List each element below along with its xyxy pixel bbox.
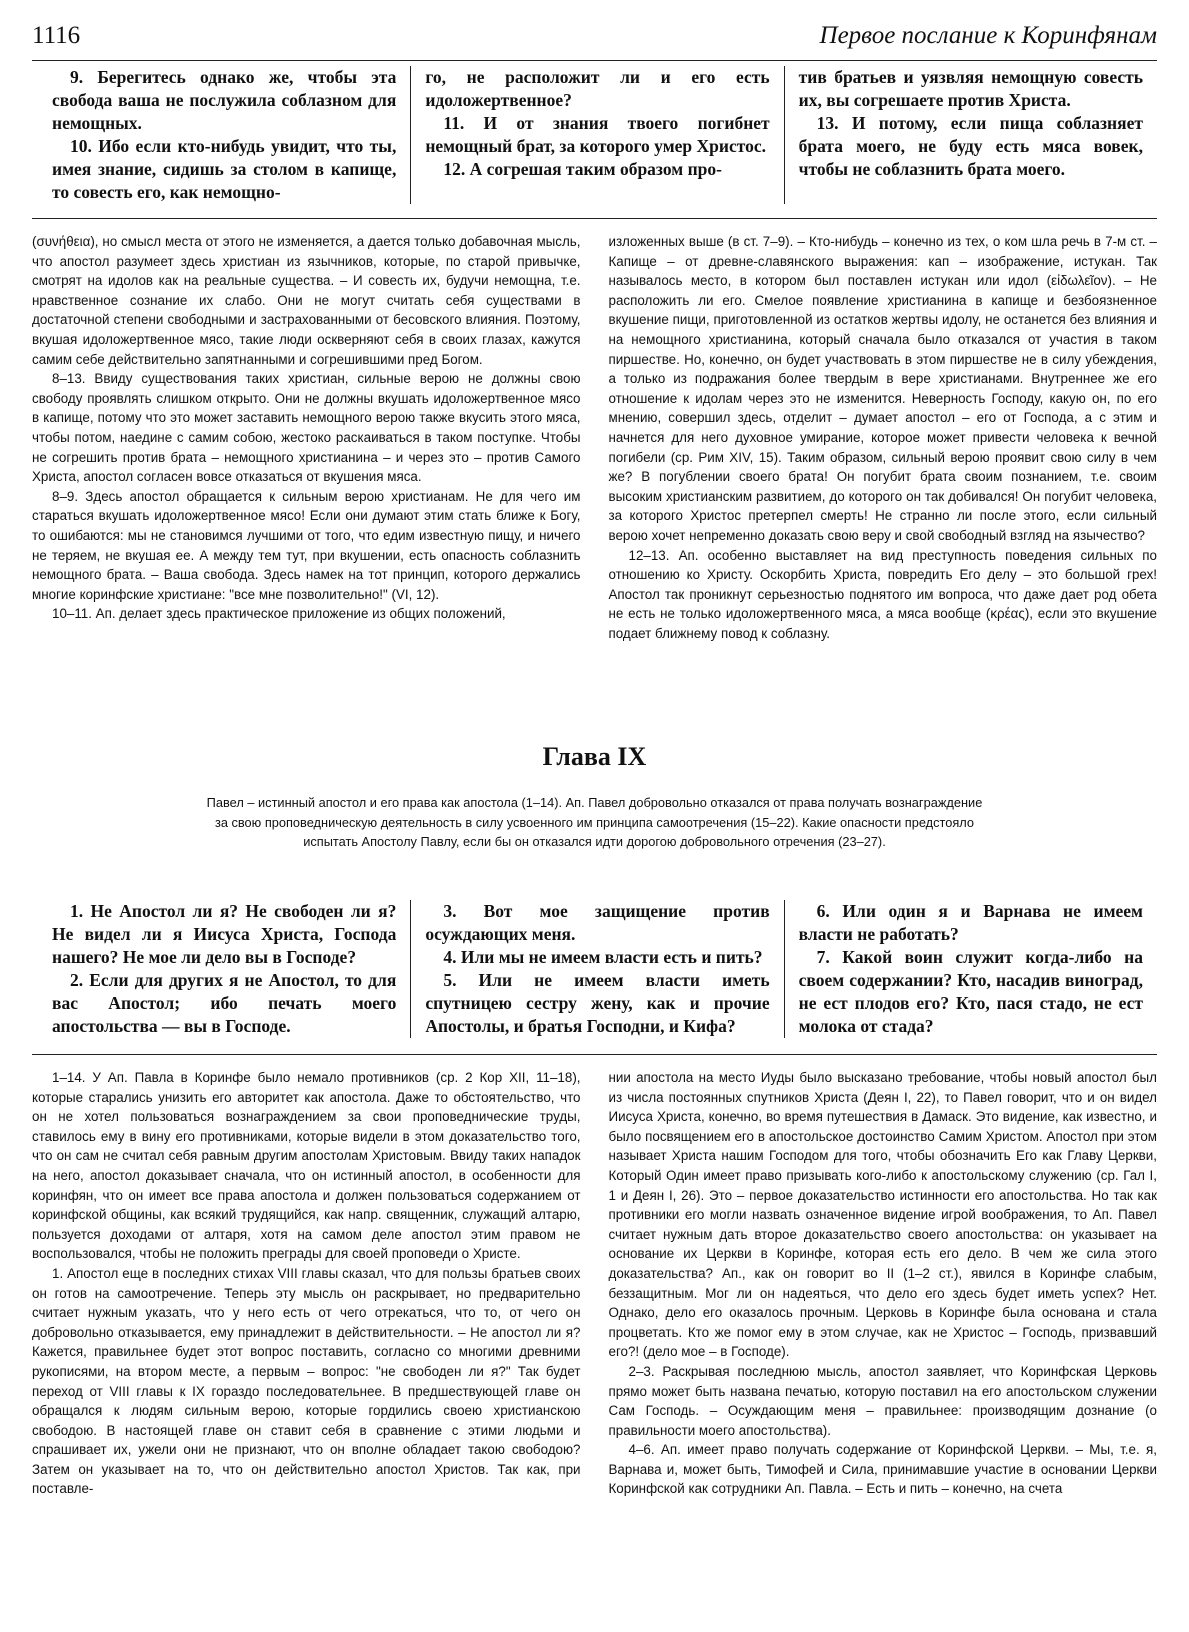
header-rule: [32, 60, 1157, 61]
commentary-column-left: [32, 232, 581, 643]
verse-12: 12. А согрешая таким образом про-: [443, 159, 722, 179]
verse-10-continued: го, не расположит ли и его есть идоложертвенное?: [425, 67, 770, 110]
verse-4: 4. Или мы не имеем власти есть и пить?: [443, 947, 763, 967]
verse-10: 10. Ибо если кто-нибудь увидит, что ты, имея знание, сидишь за столом в капище, то совесть его, как немощно-: [52, 136, 397, 202]
scripture-column-1: [32, 66, 410, 204]
commentary-paragraph: 4–6. Ап. имеет право получать содержание от Коринфской Церкви. – Мы, т.е. я, Варнава и, может быть, Тимофей и Сила, принимавшие участие в основании Церкви Коринфской как сотрудники Ап. Павла. – Есть и пить – конечно, на счета: [608, 1442, 1157, 1497]
commentary-block-bottom: [32, 1068, 1157, 1499]
verse-13: 13. И потому, если пища соблазняет брата моего, не буду есть мяса вовек, чтобы не соблазнить брата моего.: [798, 113, 1143, 179]
commentary-paragraph: 1. Апостол еще в последних стихах VIII главы сказал, что для пользы братьев своих он готов на самоотречение. Теперь эту мысль он раскрывает, но предварительно считает нужным указать, что у него есть от чего отрекаться, что то, от чего он добровольно отказывается, ему принадлежит в действительности. – Не апостол ли я? Кажется, правильнее будет этот вопрос поставить, согласно со многими древними рукописями, на втором месте, а первым – вопрос: "не свободен ли я?" Так будет переход от VIII главы к IX гораздо последовательнее. В предшествующей главе он обращался к людям сильным верою, которые гордились своею христианскою свободою. В настоящей главе он ставит себя в сравнение с этими людьми и спрашивает их, ужели они не признают, что он вполне обладает такою свободою? Затем он указывает на то, что он действительно апостол Христов. Так как, при поставле-: [32, 1265, 581, 1497]
verse-6: 6. Или один я и Варнава не имеем власти не работать?: [798, 901, 1143, 944]
commentary-paragraph: (συνήθεια), но смысл места от этого не изменяется, а дается только добавочная мысль, что апостол разумеет здесь христиан из язычников, которые, по старой привычке, смотрят на идолов как на реальные существа. – И совесть их, будучи немощна, т.е. нравственное сознание их слабо. Они не могут считать себя существами в достаточной степени свободными и застрахованными от бесовского влияния. Поэтому, вкушая идоложертвенное мясо, такие люди оскверняют себя в своих глазах, кажутся самим себе действительно запятнанными и согрешившими пред Богом.: [32, 234, 581, 367]
running-header: [32, 22, 1157, 58]
scripture-rule-top: [32, 218, 1157, 219]
verse-3: 3. Вот мое защищение против осуждающих меня.: [425, 901, 770, 944]
commentary-block-top: [32, 232, 1157, 643]
commentary-paragraph: 10–11. Ап. делает здесь практическое приложение из общих положений,: [52, 606, 506, 622]
commentary-column-right: [609, 1068, 1158, 1499]
chapter-summary: Павел – истинный апостол и его права как апостола (1–14). Ап. Павел добровольно отказался от права получать вознаграждение за свою проповедническую деятельность в силу усвоенного им принципа самоотречения (15–22). Какие опасности предстояло испытать Апостолу Павлу, если бы он отказался идти дорогою добровольного отречения (23–27).: [206, 795, 983, 849]
commentary-paragraph: 8–13. Ввиду существования таких христиан, сильные верою не должны свою свободу проявлять слишком открыто. Они не должны вкушать идоложертвенное мясо в капище, потому что это может заставить немощного верою также вкусить этого мяса, чтобы потом, наедине с самим собою, жестоко раскаиваться в таком поступке. Чтобы не согрешить против брата – немощного христианина – и через это – против Самого Христа, апостол согласен вовсе отказаться от вкушения мяса.: [32, 371, 581, 485]
verse-5: 5. Или не имеем власти иметь спутницею сестру жену, как и прочие Апостолы, и братья Господни, и Кифа?: [425, 970, 770, 1036]
commentary-column-left: [32, 1068, 581, 1499]
verse-12-continued: тив братьев и уязвляя немощную совесть их, вы согрешаете против Христа.: [798, 67, 1143, 110]
verse-7: 7. Какой воин служит когда-либо на своем содержании? Кто, насадив виноград, не ест плодов его? Кто, пася стадо, не ест молока от стада?: [798, 947, 1143, 1036]
chapter-title: Глава IX: [542, 742, 647, 771]
page-number: 1116: [32, 22, 81, 49]
scripture-rule-bottom: [32, 1054, 1157, 1055]
verse-2: 2. Если для других я не Апостол, то для вас Апостол; ибо печать моего апостольства — вы в Господе.: [52, 970, 397, 1036]
commentary-paragraph: изложенных выше (в ст. 7–9). – Кто-нибудь – конечно из тех, о ком шла речь в 7-м ст. – Капище – от древне-славянского выражения: кап – изображение, истукан. Так называлось место, в котором был поставлен истукан или идол (εἰδωλεῖον). – Не расположить ли его. Смелое появление христианина в капище и безбоязненное вкушение пищи, приготовленной из остатков жертвы идолу, не останется без влияния и на немощного христианина, который сначала было отказался от участия в таком пиршестве. Но, конечно, он будет участвовать в этом пиршестве не в силу убеждения, а только из подражания более твердым в вере христианами. Внутреннее же его отношение к идолам через это не изменится. Неверность Господу, какую он, по его мнению, совершил здесь, отделит – думает апостол – его от Господа, а с этим и начнется для него духовное умирание, которое может привести человека к вечной погибели (ср. Рим XIV, 15). Таким образом, сильный верою проявит свою силу в чем же? В погублении своего брата! Он погубит брата своим познанием, т.е. своим высоким христианским развитием, до которого он так добивался! Он погубит человека, за которого Христос претерпел смерть! Не странно ли после этого, если сильный верою хочет непременно доказать свою веру и свой свободный взгляд на язычество?: [608, 234, 1157, 543]
scripture-column-2: [411, 900, 783, 1038]
commentary-paragraph: нии апостола на место Иуды было высказано требование, чтобы новый апостол был из числа постоянных спутников Христа (Деян I, 22), то Павел говорит, что и он видел Иисуса Христа, конечно, во время путешествия в Дамаск. Это видение, как известно, и было посвящением его в апостольское достоинство Самим Христом. Апостол при этом называет Христа нашим Господом для того, чтобы обозначить Его как Главу Церкви, Который Один имеет право призывать кого-либо к апостольскому служению (ср. Гал I, 1 и Деян I, 26). Это – первое доказательство истинности его апостольства. Но так как противники его могли назвать означенное видение игрой воображения, то Ап. Павел считает нужным дать второе доказательство своего апостольства: он указывает на основание их Церкви в Коринфе, которая есть его дело. В чем же сила этого доказательства? Ап., как он говорит во II (1–2 ст.), явился в Коринфе слабым, беззащитным. Мог ли он надеяться, что дело его здесь будет иметь успех? Нет. Однако, дело его оказалось прочным. Церковь в Коринфе была основана и стала процветать. Кто же помог ему в этом случае, как не Христос – Господь, призвавший его?! (дело мое – в Господе).: [608, 1070, 1157, 1360]
scripture-block-top: [32, 66, 1157, 204]
commentary-paragraph: 1–14. У Ап. Павла в Коринфе было немало противников (ср. 2 Кор XII, 11–18), которые старались унизить его авторитет как апостола. Даже то обстоятельство, что он не хотел пользоваться вознаграждением за свои проповеднические труды, ставилось ему в вину его противниками, которые видели в этом доказательство того, что он сам не считал себя равным другим апостолам Христовым. Ввиду таких нападок на него, апостол доказывает сначала, что он истинный апостол, в особенности для коринфян, что он имеет все права апостола и должен пользоваться содержанием от коринфской общины, как всякий трудящийся, как напр. священник, служащий алтарю, пользуется доходами от алтаря, хотя на самом деле апостол этим правом не воспользовался, чтобы не положить преграды для своей проповеди о Христе.: [32, 1070, 581, 1262]
commentary-paragraph: 8–9. Здесь апостол обращается к сильным верою христианам. Не для чего им стараться вкушать идоложертвенное мясо! Если они думают этим стать ближе к Богу, то ошибаются: мы не становимся лучшими от того, что едим известную пищу, и ничего не теряем, не вкушая ее. А между тем тут, при вкушении, есть опасность соблазнить немощного брата. – Ваша свобода. Здесь намек на тот принцип, которого держались многие коринфские христиане: "все мне позволительно!" (VI, 12).: [32, 488, 581, 602]
verse-1: 1. Не Апостол ли я? Не свободен ли я? Не видел ли я Иисуса Христа, Господа нашего? Не мое ли дело вы в Господе?: [52, 901, 397, 967]
scripture-column-3: [785, 900, 1157, 1038]
running-title: Первое послание к Коринфянам: [819, 22, 1157, 49]
scripture-column-1: [32, 900, 410, 1038]
scripture-block-bottom: [32, 900, 1157, 1038]
commentary-column-right: [609, 232, 1158, 643]
scripture-column-3: [785, 66, 1157, 204]
scripture-column-2: [411, 66, 783, 204]
commentary-paragraph: 12–13. Ап. особенно выставляет на вид преступность поведения сильных по отношению ко Христу. Оскорбить Христа, повредить Его делу – это большой грех! Апостол так проникнут серьезностью поднятого им вопроса, что даже дает род обета не есть не только идоложертвенного мяса, а мяса вообще (κρέας), если это вкушение подает ближнему повод к соблазну.: [608, 547, 1157, 641]
verse-9: 9. Берегитесь однако же, чтобы эта свобода ваша не послужила соблазном для немощных.: [52, 67, 397, 133]
commentary-paragraph: 2–3. Раскрывая последнюю мысль, апостол заявляет, что Коринфская Церковь прямо может быть названа печатью, которую поставил на его апостольском служении Сам Господь. – Осуждающим меня – правильнее: производящим дознание (о правильности моего апостольства).: [608, 1363, 1157, 1438]
verse-11: 11. И от знания твоего погибнет немощный брат, за которого умер Христос.: [425, 113, 770, 156]
